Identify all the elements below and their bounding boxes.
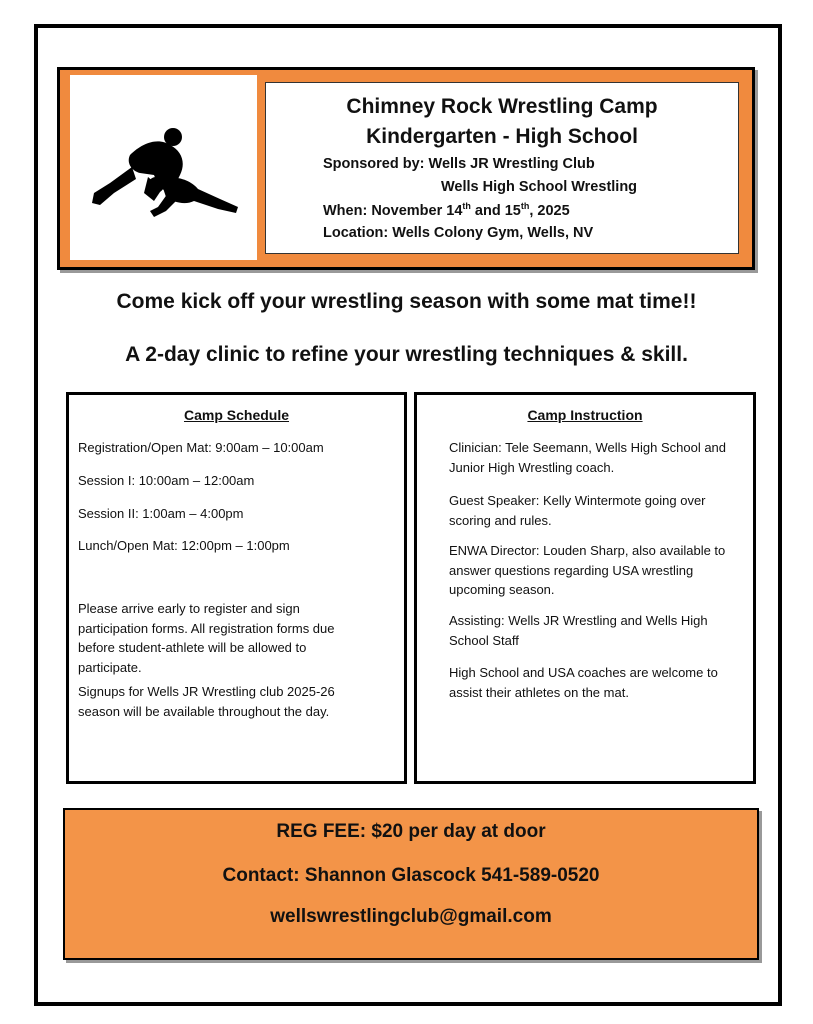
event-info-box xyxy=(265,82,739,254)
when-line: When: November 14th and 15th, 2025 xyxy=(323,201,570,219)
instruction-item: ENWA Director: Louden Sharp, also available to answer questions regarding USA wrestling upcoming season. xyxy=(449,543,726,597)
tagline-2: A 2-day clinic to refine your wrestling techniques & skill. xyxy=(125,343,688,366)
schedule-item: Lunch/Open Mat: 12:00pm – 1:00pm xyxy=(78,538,290,553)
schedule-item: Registration/Open Mat: 9:00am – 10:00am xyxy=(78,440,324,455)
instruction-item: Guest Speaker: Kelly Wintermote going over scoring and rules. xyxy=(449,493,706,528)
fee-contact-band xyxy=(63,808,759,960)
camp-instruction-heading: Camp Instruction xyxy=(527,407,643,423)
instruction-item: Clinician: Tele Seemann, Wells High School and Junior High Wrestling coach. xyxy=(449,440,727,475)
camp-grades: Kindergarten - High School xyxy=(366,125,638,148)
camp-instruction-box xyxy=(414,392,756,784)
camp-schedule-heading: Camp Schedule xyxy=(183,407,290,423)
tagline-1: Come kick off your wrestling season with some mat time!! xyxy=(116,290,697,313)
instruction-item: Assisting: Wells JR Wrestling and Wells High School Staff xyxy=(449,613,708,648)
sponsor-line: Sponsored by: Wells JR Wrestling Club xyxy=(323,156,595,172)
sponsor-second: Wells High School Wrestling xyxy=(441,179,638,195)
schedule-item: Session II: 1:00am – 4:00pm xyxy=(78,506,244,521)
instruction-item: High School and USA coaches are welcome to assist their athletes on the mat. xyxy=(449,665,718,700)
wrestlers-silhouette-icon xyxy=(70,75,257,260)
schedule-note-signups: Signups for Wells JR Wrestling club 2025-26 season will be available throughout the day. xyxy=(78,684,335,719)
camp-schedule-box xyxy=(66,392,407,784)
registration-fee: REG FEE: $20 per day at door xyxy=(276,821,546,842)
schedule-item: Session I: 10:00am – 12:00am xyxy=(78,473,255,488)
camp-title: Chimney Rock Wrestling Camp xyxy=(346,95,658,118)
contact-email: wellswrestlingclub@gmail.com xyxy=(270,906,552,927)
contact-line: Contact: Shannon Glascock 541-589-0520 xyxy=(222,865,600,886)
location-line: Location: Wells Colony Gym, Wells, NV xyxy=(323,225,594,241)
schedule-note-arrival: Please arrive early to register and sign participation forms. All registration forms due before student-athlete will be allowed to participate. xyxy=(78,601,335,675)
logo-box xyxy=(70,75,257,260)
